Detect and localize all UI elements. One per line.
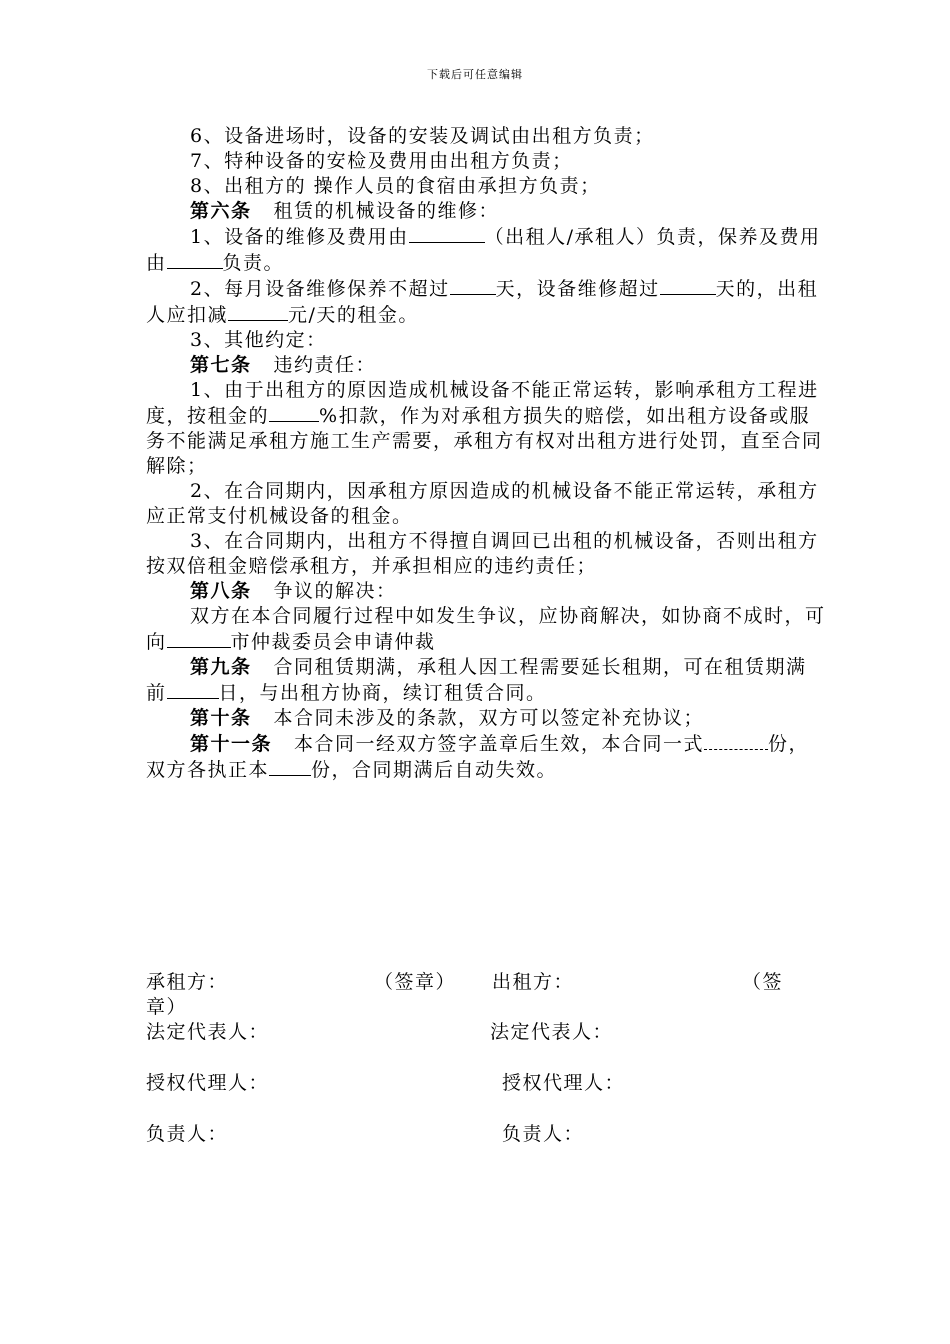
article-8-heading	[146, 579, 826, 604]
blank-field[interactable]	[269, 403, 319, 422]
lessor-legal-rep: 法定代表人：	[490, 1021, 614, 1043]
lessee-agent: 授权代理人：	[146, 1072, 270, 1094]
lessor-label: 出租方：	[492, 971, 575, 993]
article-6-item-1: 1、设备的维修及费用由 （出租人/承租人）负责，保养及费用由 负责。	[146, 226, 821, 274]
blank-field[interactable]	[409, 224, 485, 243]
article-7-heading	[146, 353, 826, 378]
article-7-item-1: 1、由于出租方的原因造成机械设备不能正常运转，影响承租方工程进度，按租金的 %扣款，作为对承租方损失的赔偿，如出租方设备或服务不能满足承租方施工生产需要，承租方有权对出租方进行处罚，直至合同解除；	[146, 379, 823, 477]
article-7-text: 违约责任：	[273, 354, 377, 376]
article-6-item-3: 3、其他约定：	[190, 329, 327, 351]
blank-field[interactable]	[450, 276, 496, 295]
article-6-title: 第六条	[190, 200, 252, 222]
article-8-item-1: 双方在本合同履行过程中如发生争议，应协商解决，如协商不成时，可向 市仲裁委员会申请仲裁	[146, 605, 826, 653]
blank-field[interactable]	[167, 629, 231, 648]
page-header: 下载后可任意编辑	[427, 68, 523, 81]
article-7-item-2: 2、在合同期内，因承租方原因造成的机械设备不能正常运转，承租方应正常支付机械设备的租金。	[146, 480, 819, 527]
lessee-legal-rep: 法定代表人：	[146, 1021, 270, 1043]
lessor-person: 负责人：	[502, 1123, 585, 1145]
article-11-title: 第十一条	[190, 733, 273, 755]
blank-field[interactable]	[704, 731, 768, 750]
article-11: 第十一条 本合同一经双方签字盖章后生效，本合同一式 份，双方各执正本 份，合同期满后自动失效。	[146, 733, 810, 781]
article-9-title: 第九条	[190, 656, 252, 678]
blank-field[interactable]	[167, 680, 219, 699]
lessee-label: 承租方：	[146, 971, 229, 993]
clause-5-item-7: 7、特种设备的安检及费用由出租方负责；	[190, 150, 573, 172]
article-8-text: 争议的解决：	[273, 580, 397, 602]
contract-body	[146, 124, 826, 783]
article-6-text: 租赁的机械设备的维修：	[273, 200, 500, 222]
article-7-title: 第七条	[190, 354, 252, 376]
blank-field[interactable]	[167, 250, 223, 269]
lessor-seal-part1: （签	[742, 971, 784, 993]
lessor-agent: 授权代理人：	[502, 1072, 626, 1094]
article-10-title: 第十条	[190, 707, 252, 729]
article-8-title: 第八条	[190, 580, 252, 602]
article-6-heading	[146, 199, 826, 224]
lessee-person: 负责人：	[146, 1123, 229, 1145]
clause-5-item-8: 8、出租方的 操作人员的食宿由承担方负责；	[190, 175, 601, 197]
lessee-seal: （签章）	[374, 971, 457, 993]
clause-5-item-6: 6、设备进场时，设备的安装及调试由出租方负责；	[190, 125, 655, 147]
article-10: 第十条 本合同未涉及的条款，双方可以签定补充协议；	[190, 707, 705, 729]
article-9: 第九条 合同租赁期满，承租人因工程需要延长租期，可在租赁期满前 日，与出租方协商，续订租赁合同。	[146, 656, 807, 704]
blank-field[interactable]	[660, 276, 716, 295]
article-7-item-3: 3、在合同期内，出租方不得擅自调回已出租的机械设备，否则出租方按双倍租金赔偿承租方，并承担相应的违约责任；	[146, 530, 819, 577]
blank-field[interactable]	[228, 302, 288, 321]
lessor-seal-part2: 章）	[146, 996, 188, 1018]
blank-field[interactable]	[269, 757, 311, 776]
article-6-item-2: 2、每月设备维修保养不超过 天，设备维修超过 天的，出租人应扣减 元/天的租金。	[146, 278, 819, 326]
